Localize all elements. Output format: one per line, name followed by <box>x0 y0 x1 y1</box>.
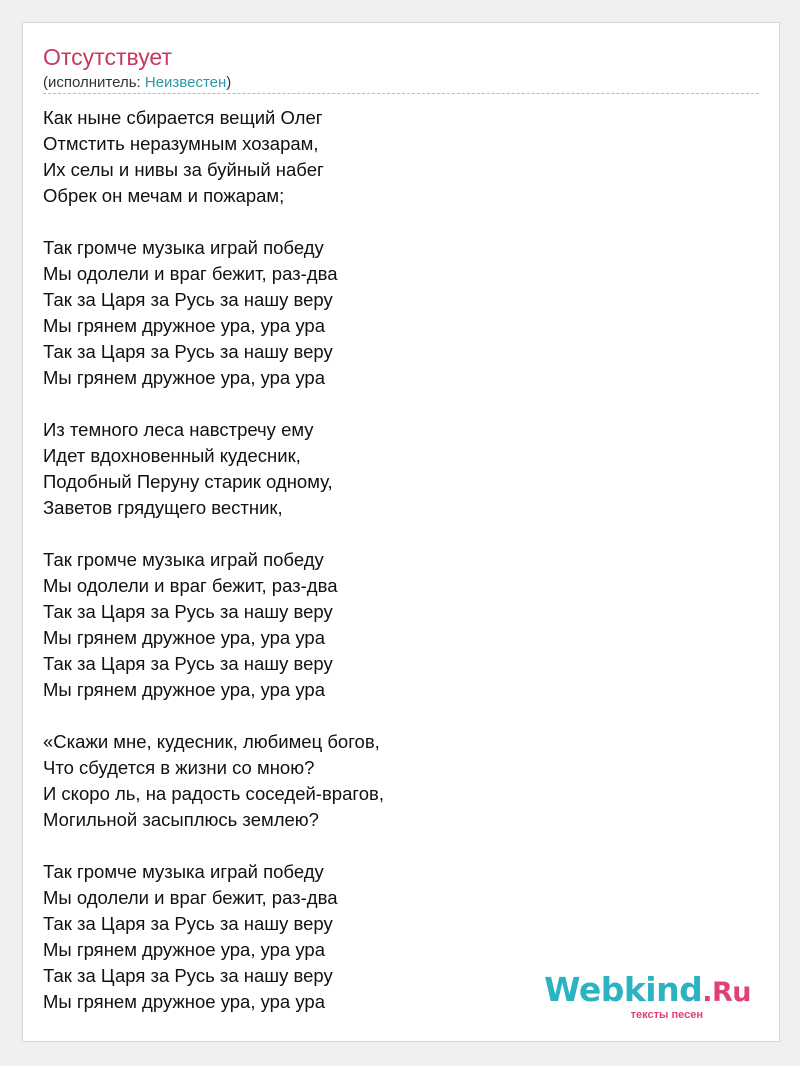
lyrics-line: Так громче музыка играй победу <box>43 861 324 882</box>
lyrics-line: Так за Царя за Русь за нашу веру <box>43 289 333 310</box>
performer-link[interactable]: Неизвестен <box>144 74 227 91</box>
lyrics-line: Их селы и нивы за буйный набег <box>43 159 324 180</box>
lyrics-line: Мы грянем дружное ура, ура ура <box>43 939 325 960</box>
lyrics-line: Мы одолели и враг бежит, раз-два <box>43 887 338 908</box>
lyrics-line: Мы грянем дружное ура, ура ура <box>43 627 325 648</box>
logo-tagline: тексты песен <box>630 1009 703 1021</box>
lyrics-line: Могильной засыплюсь землею? <box>43 809 319 830</box>
performer-suffix: ) <box>226 74 232 91</box>
header-divider <box>43 93 759 94</box>
lyrics-body <box>43 105 743 1041</box>
lyrics-stanza <box>43 547 743 703</box>
lyrics-line: Так за Царя за Русь за нашу веру <box>43 965 333 986</box>
lyrics-line: Обрек он мечам и пожарам; <box>43 185 285 206</box>
lyrics-line: «Скажи мне, кудесник, любимец богов, <box>43 731 380 752</box>
lyrics-line: Так за Царя за Русь за нашу веру <box>43 341 333 362</box>
lyrics-line: Мы грянем дружное ура, ура ура <box>43 315 325 336</box>
lyrics-line: Мы грянем дружное ура, ура ура <box>43 679 325 700</box>
lyrics-line: Идет вдохновенный кудесник, <box>43 445 301 466</box>
lyrics-line: Мы грянем дружное ура, ура ура <box>43 991 325 1012</box>
logo-tld: .Ru <box>702 977 751 1008</box>
lyrics-stanza <box>43 729 743 833</box>
logo-brand: Webkind <box>544 970 703 1009</box>
lyrics-line: Отмстить неразумным хозарам, <box>43 133 319 154</box>
logo-wordmark <box>544 970 751 1010</box>
lyrics-line: Подобный Перуну старик одному, <box>43 471 333 492</box>
lyrics-line: И скоро ль, на радость соседей-врагов, <box>43 783 384 804</box>
performer-prefix: (исполнитель: <box>43 74 145 91</box>
lyrics-line: Так громче музыка играй победу <box>43 549 324 570</box>
lyrics-line: Так за Царя за Русь за нашу веру <box>43 653 333 674</box>
lyrics-line: Заветов грядущего вестник, <box>43 497 283 518</box>
lyrics-line: Так за Царя за Русь за нашу веру <box>43 913 333 934</box>
performer-line <box>43 73 231 93</box>
webkind-logo[interactable] <box>544 970 751 1021</box>
lyrics-line: Мы одолели и враг бежит, раз-два <box>43 263 338 284</box>
lyrics-line: Мы одолели и враг бежит, раз-два <box>43 575 338 596</box>
lyrics-stanza <box>43 235 743 391</box>
lyrics-stanza <box>43 105 743 209</box>
lyrics-line: Из темного леса навстречу ему <box>43 419 314 440</box>
song-title: Отсутствует <box>43 44 172 70</box>
lyrics-line: Как ныне сбирается вещий Олег <box>43 107 323 128</box>
lyrics-line: Мы грянем дружное ура, ура ура <box>43 367 325 388</box>
lyrics-line: Так громче музыка играй победу <box>43 237 324 258</box>
lyrics-line: Что сбудется в жизни со мною? <box>43 757 315 778</box>
lyrics-line: Так за Царя за Русь за нашу веру <box>43 601 333 622</box>
lyrics-stanza <box>43 417 743 521</box>
lyrics-sheet <box>22 22 780 1042</box>
